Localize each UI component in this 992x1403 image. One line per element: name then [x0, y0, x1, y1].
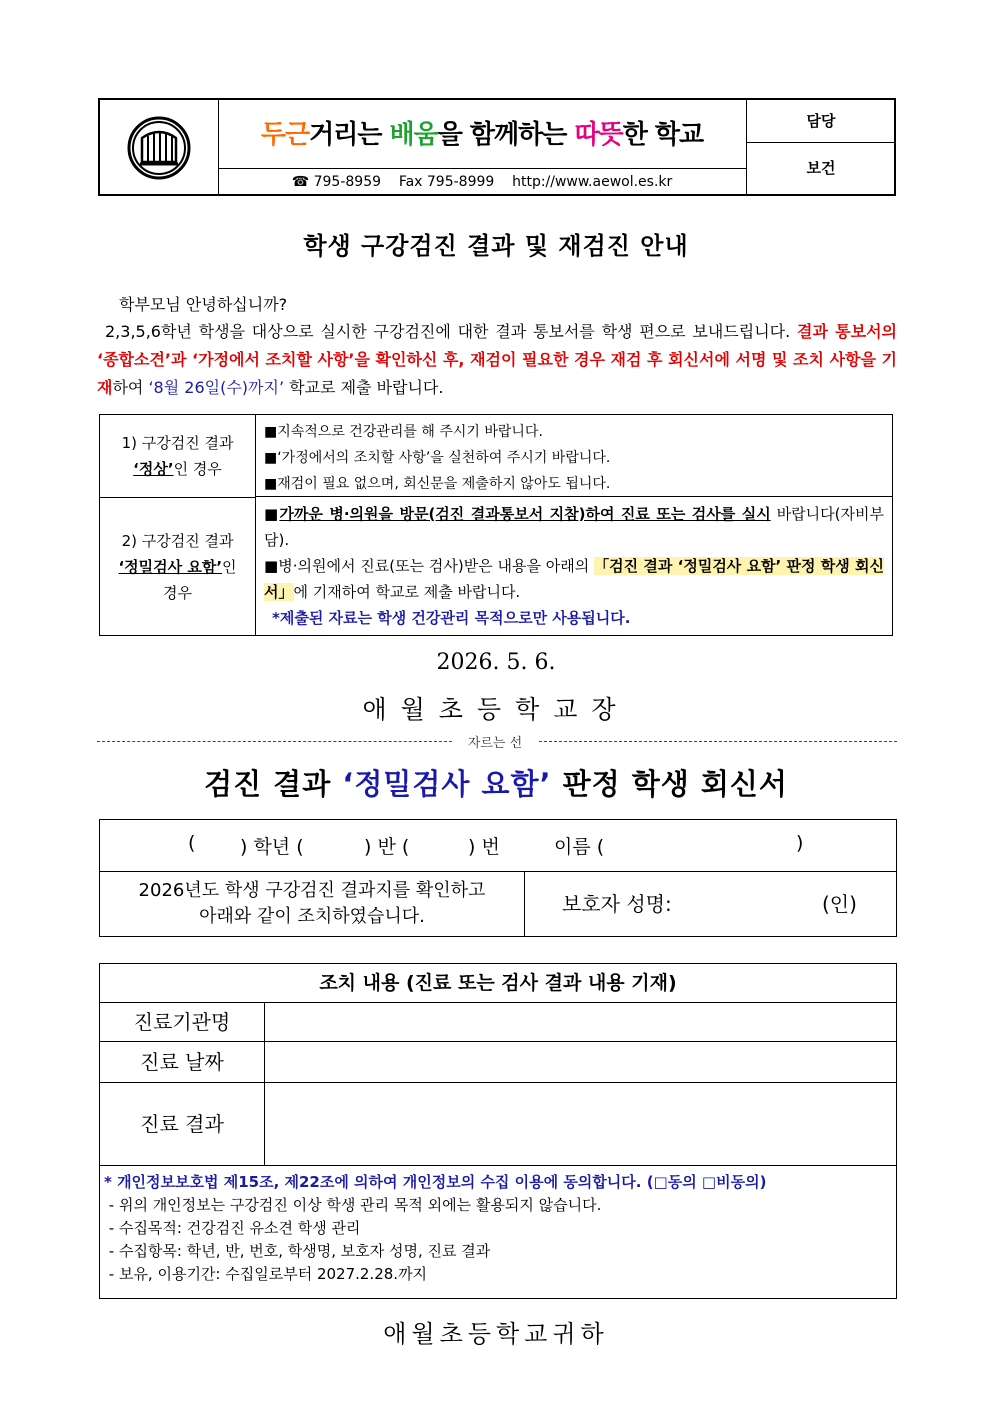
clinic-name-label: 진료기관명 [100, 1002, 265, 1042]
bullet-pre: ■병·의원에서 진료(또는 검사)받은 내용을 아래의 [264, 557, 595, 575]
case-recheck-em: ‘정밀검사 요함’ [118, 557, 223, 576]
grade-open: ( [188, 832, 196, 854]
reply-form [99, 819, 897, 937]
letterhead [98, 98, 896, 196]
notice-body [97, 318, 897, 402]
clinic-name-input[interactable] [265, 1002, 896, 1042]
body-highlight-red: 결과 통보서의 ‘종합소견’과 ‘가정에서 조치할 사항’을 확인하신 후, 재검이 필요한 경우 재검 후 회신서에 서명 및 조치 사항을 기재 [97, 322, 897, 397]
case-recheck-line: 경우 [163, 583, 192, 602]
action-table [99, 963, 897, 1299]
list-item: ■‘가정에서의 조치할 사항’을 실천하여 주시기 바랍니다. [264, 450, 611, 466]
case-recheck-label [100, 498, 256, 635]
case-normal-line [133, 456, 222, 482]
slogan-part: 따뜻 [574, 120, 623, 150]
contact-info [218, 168, 746, 194]
note-item: - 수집목적: 건강검진 유소견 학생 관리 [104, 1219, 361, 1237]
class-field[interactable]: ) 반 ( [364, 836, 410, 858]
result-label: 진료 결과 [100, 1083, 265, 1166]
greeting-text: 학부모님 안녕하십니까? [119, 295, 288, 314]
case-normal-line: 1) 구강검진 결과 [121, 434, 234, 452]
reply-title-pre: 검진 결과 [204, 767, 343, 801]
result-input[interactable] [265, 1083, 896, 1166]
reply-title-post: 판정 학생 회신서 [551, 767, 788, 801]
confirmation-text [100, 872, 525, 936]
guardian-label: 보호자 성명: [562, 892, 672, 916]
cut-dash-right [539, 741, 897, 742]
deadline: ‘8월 26일(수)까지’ [148, 378, 285, 397]
student-info-row [100, 820, 896, 872]
case-recheck-items [256, 498, 892, 635]
slogan-part: 배움 [389, 120, 438, 150]
note-item: - 보유, 이용기간: 수집일로부터 2027.2.28.까지 [104, 1265, 428, 1283]
privacy-notes [100, 1166, 896, 1298]
usage-note: *제출된 자료는 학생 건강관리 목적으로만 사용됩니다. [272, 609, 631, 627]
case-suffix: 인 경우 [173, 460, 222, 478]
bullet-bold: 가까운 병·의원을 방문(검진 결과통보서 지참)하여 진료 또는 검사를 실시 [279, 505, 771, 523]
slogan-part: 을 함께하는 [437, 120, 575, 150]
confirm-line: 2026년도 학생 구강검진 결과지를 확인하고 [138, 880, 486, 901]
case-recheck-line: 2) 구강검진 결과 [121, 531, 234, 550]
note-item: - 위의 개인정보는 구강검진 이상 학생 관리 목적 외에는 활용되지 않습니다. [104, 1196, 602, 1214]
consent-line[interactable]: * 개인정보보호법 제15조, 제22조에 의하여 개인정보의 수집 이용에 동의합니다. (□동의 □비동의) [104, 1173, 767, 1191]
case-normal-em: ‘정상’ [133, 460, 174, 478]
notice-title: 학생 구강검진 결과 및 재검진 안내 [303, 232, 689, 260]
reply-title [0, 762, 992, 803]
school-emblem-icon [100, 100, 218, 194]
grade-field[interactable]: ) 학년 ( [240, 836, 304, 858]
approval-box [746, 100, 895, 194]
slogan-part: 거리는 [309, 120, 390, 150]
body-text: 학교로 제출 바랍니다. [284, 378, 444, 397]
list-item: ■가까운 병·의원을 방문(검진 결과통보서 지참)하여 진료 또는 검사를 실시 바랍니다(자비부담). [264, 505, 884, 549]
confirm-line: 아래와 같이 조치하였습니다. [199, 906, 425, 927]
contact-text: 795-8959 Fax 795-8999 http://www.aewol.es.kr [313, 174, 673, 190]
case-suffix: 인 [222, 557, 237, 576]
issue-date: 2026. 5. 6. [436, 650, 556, 675]
name-close: ) [796, 832, 804, 854]
list-item [264, 553, 884, 605]
number-field[interactable]: ) 번 [468, 836, 500, 858]
slogan-part: 한 학교 [622, 120, 704, 150]
body-text: 2,3,5,6학년 학생을 대상으로 실시한 구강검진에 대한 결과 통보서를 학생 편으로 보내드립니다. [105, 322, 791, 341]
phone-icon: ☎ [291, 174, 310, 190]
case-recheck-line [118, 554, 236, 580]
bullet-post: 에 기재하여 학교로 제출 바랍니다. [293, 583, 521, 601]
cut-line [97, 731, 897, 751]
list-item: ■지속적으로 건강관리를 해 주시기 바랍니다. [264, 424, 543, 440]
name-field[interactable]: 이름 ( [554, 836, 605, 858]
list-item: ■재검이 필요 없으며, 회신문을 제출하지 않아도 됩니다. [264, 476, 611, 492]
case-normal-label [100, 415, 256, 498]
reply-title-em: ‘정밀검사 요함’ [342, 767, 552, 801]
case-normal-items [256, 415, 892, 497]
visit-date-input[interactable] [265, 1042, 896, 1083]
note-item: - 수집항목: 학년, 반, 번호, 학생명, 보호자 성명, 진료 결과 [104, 1242, 491, 1260]
approval-health: 보건 [806, 159, 836, 177]
reply-form-ref: 「검진 결과 ‘정밀검사 요함’ 판정 학생 회신서」 [264, 557, 885, 601]
bullet-rest: 바랍니다(자비부담). [264, 505, 884, 549]
cut-dash-left [97, 741, 452, 742]
body-text: 하여 [112, 378, 149, 397]
approval-charge: 담당 [747, 100, 895, 143]
action-header: 조치 내용 (진료 또는 검사 결과 내용 기재) [100, 964, 896, 1003]
guidance-table [99, 414, 893, 636]
guardian-signature[interactable] [526, 872, 896, 936]
greeting [97, 291, 897, 319]
visit-date-label: 진료 날짜 [100, 1042, 265, 1083]
slogan-part: 두근 [260, 120, 310, 150]
school-slogan [218, 100, 746, 169]
principal-signature: 애월초등학교장 [362, 695, 630, 724]
school-logo [100, 100, 219, 194]
seal-mark: (인) [822, 892, 857, 916]
addressee: 애월초등학교귀하 [383, 1320, 609, 1348]
cut-label: 자르는 선 [467, 736, 523, 751]
